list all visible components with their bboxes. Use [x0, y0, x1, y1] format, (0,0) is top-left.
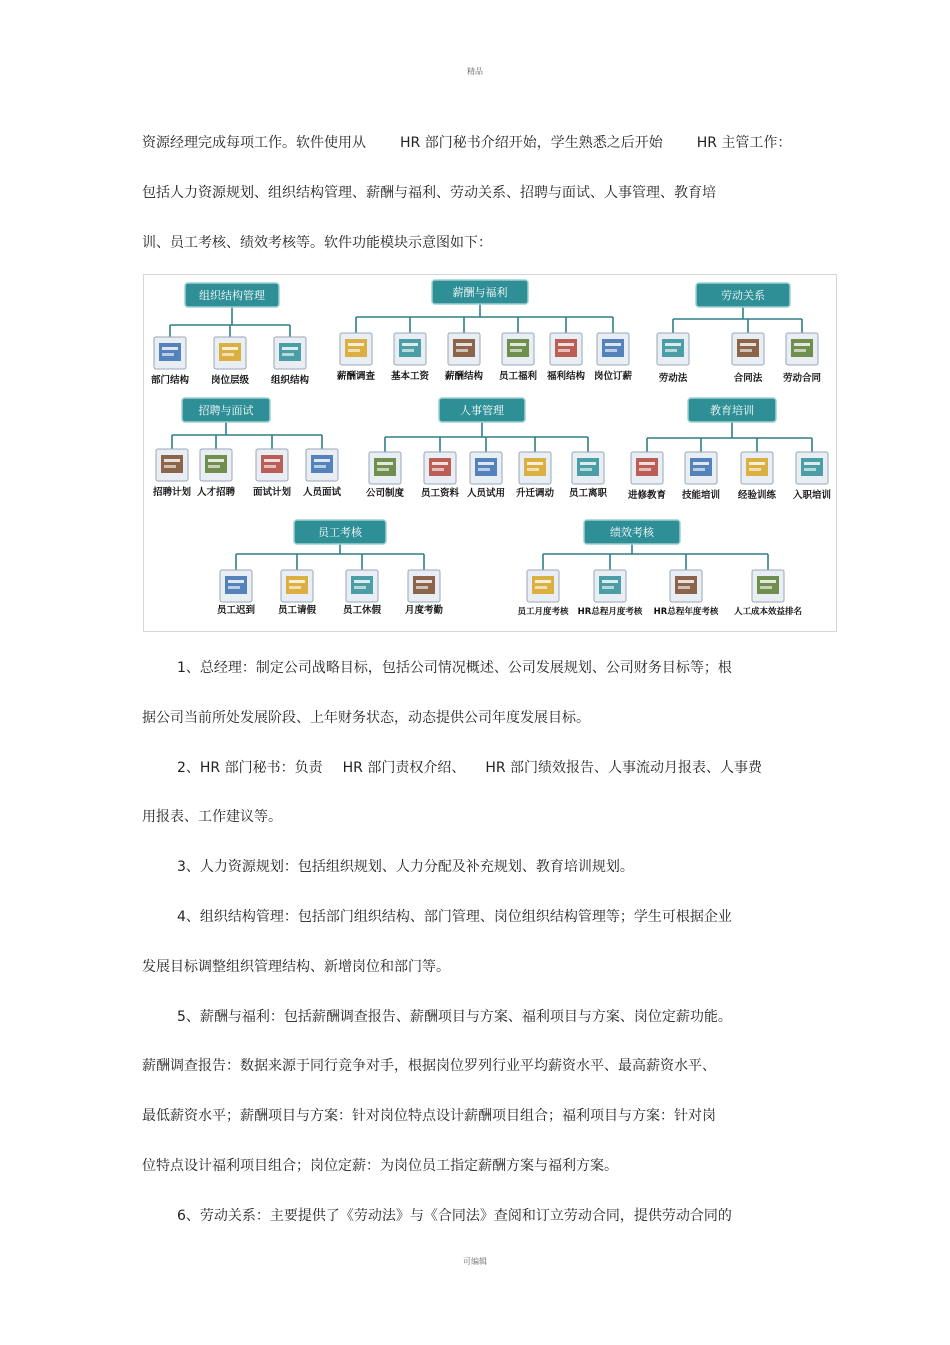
page-header: 精品 [467, 67, 483, 76]
icon-glyph-detail [432, 462, 448, 465]
category-title: 员工考核 [318, 526, 362, 539]
module-label: 岗位层级 [210, 375, 250, 386]
module-label: 部门结构 [150, 375, 190, 386]
item-text: HR 部门绩效报告、人事流动月报表、人事费 [485, 760, 763, 776]
icon-glyph-detail [558, 349, 570, 352]
icon-glyph-detail [804, 468, 816, 471]
icon-glyph-detail [162, 353, 174, 356]
item-1-line-1: 1、总经理：制定公司战略目标，包括公司情况概述、公司发展规划、公司财务目标等；根 [177, 660, 732, 676]
icon-glyph-detail [402, 343, 418, 346]
hr-annual-icon [670, 570, 702, 602]
module-label: 技能培训 [681, 490, 721, 501]
icon-glyph [475, 458, 497, 476]
wage-icon [394, 333, 426, 365]
category-box [432, 280, 528, 304]
icon-glyph [261, 455, 283, 473]
icon-glyph-detail [740, 343, 756, 346]
icon-glyph-detail [527, 462, 543, 465]
module-label: 员工离职 [568, 488, 608, 499]
intro-line-3: 训、员工考核、绩效考核等。软件功能模块示意图如下： [142, 235, 492, 251]
category-title: 绩效考核 [610, 526, 654, 539]
icon-glyph-detail [377, 468, 389, 471]
icon-glyph-detail [605, 343, 621, 346]
module-label: 福利结构 [546, 371, 586, 382]
module-label: 组织结构 [270, 375, 310, 386]
module-label: HR总程月度考核 [577, 607, 643, 617]
item-1-line-2: 据公司当前所处发展阶段、上年财务状态，动态提供公司年度发展目标。 [142, 710, 590, 726]
org-chart-icon [274, 337, 306, 369]
icon-glyph-detail [289, 580, 305, 583]
icon-glyph-detail [535, 586, 547, 589]
icon-glyph-detail [794, 349, 806, 352]
module-diagram-canvas [144, 275, 836, 631]
icon-glyph-detail [222, 347, 238, 350]
intro-text: HR 主管工作： [696, 135, 792, 151]
icon-glyph [374, 458, 396, 476]
icon-glyph [399, 339, 421, 357]
category-box [584, 520, 680, 544]
icon-glyph-detail [162, 347, 178, 350]
hierarchy-icon [214, 337, 246, 369]
category-title: 薪酬与福利 [452, 286, 508, 299]
icon-glyph-detail [348, 343, 364, 346]
grid-icon [550, 333, 582, 365]
icon-glyph [801, 458, 823, 476]
icon-glyph-detail [558, 343, 574, 346]
icon-glyph-detail [228, 586, 240, 589]
icon-glyph-detail [282, 347, 298, 350]
people-icon [306, 449, 338, 481]
module-label: 面试计划 [252, 487, 292, 498]
category-box [182, 398, 270, 422]
icon-glyph-detail [693, 468, 705, 471]
icon-glyph-detail [804, 462, 820, 465]
icon-glyph-detail [527, 468, 539, 471]
icon-glyph-detail [222, 353, 234, 356]
category-box [294, 520, 386, 544]
item-5-line-2: 薪酬调查报告：数据来源于同行竞争对手，根据岗位罗列行业平均薪资水平、最高薪资水平、 [142, 1058, 716, 1074]
leave-icon [281, 570, 313, 602]
award-icon [597, 333, 629, 365]
icon-glyph [429, 458, 451, 476]
icon-glyph-detail [348, 349, 360, 352]
icon-glyph [757, 576, 779, 594]
module-label: 合同法 [733, 373, 763, 384]
icon-glyph-detail [749, 462, 765, 465]
item-4-line-1: 4、组织结构管理：包括部门组织结构、部门管理、岗位组织结构管理等；学生可根据企业 [177, 909, 732, 925]
binder-icon [369, 452, 401, 484]
category-title: 教育培训 [710, 404, 754, 417]
icon-glyph-detail [416, 586, 428, 589]
icon-glyph-detail [510, 349, 522, 352]
study-icon [631, 452, 663, 484]
icon-glyph-detail [164, 465, 176, 468]
checkin-icon [220, 570, 252, 602]
module-label: 员工资料 [420, 488, 460, 499]
module-label: 月度考勤 [404, 605, 444, 616]
icon-glyph-detail [402, 349, 414, 352]
category-title: 组织结构管理 [199, 289, 265, 302]
icon-glyph [286, 576, 308, 594]
law-book-icon [657, 333, 689, 365]
icon-glyph [599, 576, 621, 594]
module-diagram [143, 274, 837, 632]
module-label: 员工休假 [342, 605, 382, 616]
module-label: 基本工资 [390, 371, 430, 382]
icon-glyph [159, 343, 181, 361]
module-label: 人员试用 [466, 488, 506, 499]
icon-glyph [161, 455, 183, 473]
icon-glyph [413, 576, 435, 594]
icon-glyph-detail [264, 459, 280, 462]
icon-glyph-detail [289, 586, 301, 589]
icon-glyph-detail [639, 462, 655, 465]
category-box [696, 283, 790, 307]
item-5-line-4: 位特点设计福利项目组合；岗位定薪：为岗位员工指定薪酬方案与福利方案。 [142, 1158, 618, 1174]
intro-line-1 [142, 134, 832, 152]
icon-glyph-detail [354, 586, 366, 589]
survey-icon [340, 333, 372, 365]
category-title: 劳动关系 [721, 289, 765, 302]
promotion-icon [519, 452, 551, 484]
ranking-icon [752, 570, 784, 602]
module-label: 员工请假 [277, 605, 317, 616]
intro-line-2: 包括人力资源规划、组织结构管理、薪酬与福利、劳动关系、招聘与面试、人事管理、教育培 [142, 185, 716, 201]
module-label: 进修教育 [627, 490, 667, 501]
module-label: 员工迟到 [216, 605, 256, 616]
icon-glyph [577, 458, 599, 476]
icon-glyph-detail [602, 580, 618, 583]
icon-glyph-detail [605, 349, 617, 352]
icon-glyph-detail [478, 468, 490, 471]
icon-glyph [555, 339, 577, 357]
item-2-line-1 [177, 759, 867, 777]
module-label: 人才招聘 [196, 487, 236, 498]
trial-card-icon [470, 452, 502, 484]
contract-book-icon [732, 333, 764, 365]
module-label: 经验训练 [737, 490, 777, 501]
module-label: 入职培训 [792, 490, 832, 501]
module-label: 升迁调动 [515, 488, 555, 499]
item-5-line-3: 最低薪资水平；薪酬项目与方案：针对岗位特点设计薪酬项目组合；福利项目与方案：针对岗 [142, 1108, 716, 1124]
document-icon [786, 333, 818, 365]
icon-glyph-detail [314, 459, 330, 462]
icon-glyph [636, 458, 658, 476]
icon-glyph [219, 343, 241, 361]
icon-glyph-detail [678, 586, 690, 589]
icon-glyph [225, 576, 247, 594]
module-label: HR总程年度考核 [653, 607, 719, 617]
icon-glyph-detail [208, 459, 224, 462]
induction-icon [796, 452, 828, 484]
module-label: 劳动法 [658, 373, 688, 384]
category-title: 人事管理 [460, 404, 504, 417]
item-6-line-1: 6、劳动关系：主要提供了《劳动法》与《合同法》查阅和订立劳动合同，提供劳动合同的 [177, 1208, 732, 1224]
icon-glyph [737, 339, 759, 357]
icon-glyph [453, 339, 475, 357]
module-label: 招聘计划 [152, 487, 192, 498]
icon-glyph [345, 339, 367, 357]
icon-glyph-detail [282, 353, 294, 356]
icon-glyph [675, 576, 697, 594]
category-box [688, 398, 776, 422]
rest-icon [346, 570, 378, 602]
icon-glyph-detail [580, 468, 592, 471]
hr-monthly-icon [594, 570, 626, 602]
icon-glyph [279, 343, 301, 361]
icon-glyph-detail [665, 349, 677, 352]
item-4-line-2: 发展目标调整组织管理结构、新增岗位和部门等。 [142, 959, 450, 975]
module-label: 公司制度 [365, 488, 405, 499]
icon-glyph-detail [665, 343, 681, 346]
icon-glyph-detail [602, 586, 614, 589]
building-icon [154, 337, 186, 369]
icon-glyph-detail [208, 465, 220, 468]
icon-glyph [791, 339, 813, 357]
resign-icon [572, 452, 604, 484]
icon-glyph-detail [740, 349, 752, 352]
icon-glyph [524, 458, 546, 476]
icon-glyph-detail [228, 580, 244, 583]
item-text: HR 部门责权介绍、 [342, 760, 466, 776]
icon-glyph-detail [760, 580, 776, 583]
icon-glyph-detail [535, 580, 551, 583]
module-label: 岗位订薪 [593, 371, 633, 382]
icon-glyph-detail [432, 468, 444, 471]
plan-clock-icon [156, 449, 188, 481]
icon-glyph-detail [416, 580, 432, 583]
icon-glyph-detail [377, 462, 393, 465]
item-2-line-2: 用报表、工作建议等。 [142, 809, 282, 825]
icon-glyph [205, 455, 227, 473]
icon-glyph-detail [794, 343, 810, 346]
category-title: 招聘与面试 [198, 404, 254, 417]
monthly-review-icon [527, 570, 559, 602]
icon-glyph-detail [749, 468, 761, 471]
category-box [439, 398, 525, 422]
benefit-icon [502, 333, 534, 365]
icon-glyph-detail [510, 343, 526, 346]
module-label: 人员面试 [302, 487, 342, 498]
module-label: 薪酬结构 [444, 371, 484, 382]
module-label: 员工福利 [498, 371, 538, 382]
icon-glyph-detail [760, 586, 772, 589]
icon-glyph-detail [354, 580, 370, 583]
icon-glyph-detail [478, 462, 494, 465]
icon-glyph-detail [264, 465, 276, 468]
module-label: 人工成本效益排名 [733, 607, 803, 617]
id-card-icon [424, 452, 456, 484]
item-text: 2、HR 部门秘书：负责 [177, 760, 323, 776]
module-label: 员工月度考核 [517, 607, 569, 617]
icon-glyph-detail [580, 462, 596, 465]
icon-glyph [662, 339, 684, 357]
icon-glyph-detail [693, 462, 709, 465]
category-box [185, 283, 279, 307]
module-label: 薪酬调查 [336, 371, 376, 382]
icon-glyph-detail [678, 580, 694, 583]
icon-glyph-detail [639, 468, 651, 471]
icon-glyph-detail [164, 459, 180, 462]
icon-glyph [746, 458, 768, 476]
icon-glyph-detail [456, 343, 472, 346]
icon-glyph [507, 339, 529, 357]
item-3-line-1: 3、人力资源规划：包括组织规划、人力分配及补充规划、教育培训规划。 [177, 859, 634, 875]
skill-icon [685, 452, 717, 484]
talent-icon [200, 449, 232, 481]
icon-glyph-detail [314, 465, 326, 468]
item-5-line-1: 5、薪酬与福利：包括薪酬调查报告、薪酬项目与方案、福利项目与方案、岗位定薪功能。 [177, 1009, 732, 1025]
icon-glyph [351, 576, 373, 594]
icon-glyph [311, 455, 333, 473]
icon-glyph [532, 576, 554, 594]
calendar-icon [408, 570, 440, 602]
intro-text: 资源经理完成每项工作。软件使用从 [142, 135, 366, 151]
icon-glyph-detail [456, 349, 468, 352]
experience-icon [741, 452, 773, 484]
module-label: 劳动合同 [782, 373, 822, 384]
interview-icon [256, 449, 288, 481]
icon-glyph [602, 339, 624, 357]
page-footer: 可编辑 [463, 1257, 487, 1266]
structure-icon [448, 333, 480, 365]
icon-glyph [690, 458, 712, 476]
intro-text: HR 部门秘书介绍开始，学生熟悉之后开始 [400, 135, 663, 151]
